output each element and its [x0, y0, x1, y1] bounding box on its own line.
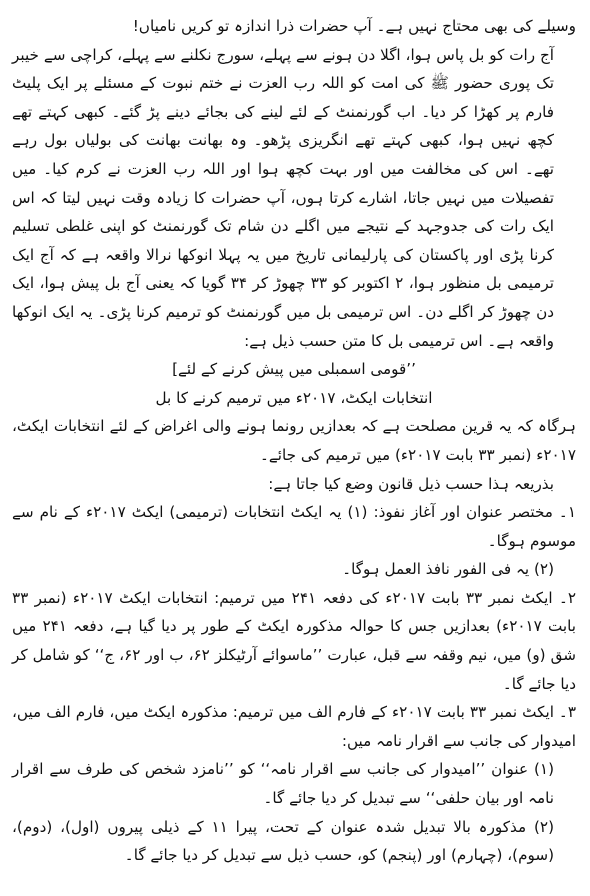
section-2-amendment: ۲۔ ایکٹ نمبر ۳۳ بابت ۲۰۱۷ء کی دفعہ ۲۴۱ میں ترمیم: انتخابات ایکٹ ۲۰۱۷ء (نمبر ۳۳ بابت ۲۰۱۷ء) بعدازیں جس کا حوالہ مذکورہ ایکٹ کے طور پر دیا گیا ہے، دفعہ ۲۴۱ میں شق (و) میں، نیم وقفہ سے قبل، عبارت ’’ماسوائے آرٹیکلز ۶۲، ب اور ۶۲، ج‘‘ کو شامل کر دیا جائے گا۔: [12, 588, 577, 693]
section-1-clause-2: (۲) یہ فی الفور نافذ العمل ہوگا۔: [342, 560, 554, 579]
paragraph-narrative: آج رات کو بل پاس ہوا، اگلا دن ہونے سے پہلے، سورج نکلنے سے پہلے، کراچی سے خیبر تک پوری حضور ﷺ کی امت کو اللہ رب العزت نے ختم نبوت کے مسئلے پر ایک پلیٹ فارم پر کھڑا کر دیا۔ اب گورنمنٹ کے لئے لینے کی بجائے دینے پڑ گئے۔ کبھی کہتے تھے کچھ نہیں ہوا، کبھی کہتے تھے انگریزی پڑھو۔ وہ بھانت بھانت کی بولیاں بول رہے تھے۔ اس کی مخالفت میں اور بہت کچھ ہوا اور اللہ رب العزت نے کرم کیا۔ میں تفصیلات میں نہیں جاتا، اشارے کرتا ہوں، آپ حضرات کا زیادہ وقت نہیں لیتا کہ اس ایک رات کی جدوجہد کے نتیجے میں اگلے دن شام تک گورنمنٹ کو اپنی غلطی تسلیم کرنا پڑی اور پاکستان کی پارلیمانی تاریخ میں یہ پہلا انوکھا نرالا واقعہ ہے کہ آج ایک ترمیمی بل منظور ہوا، ۲ اکتوبر کو ۳۳ چھوڑ کر ۳۴ گویا کہ یعنی آج بل پیش ہوا، ایک دن چھوڑ کر اگلے دن۔ اس ترمیمی بل میں گورنمنٹ کو ترمیم کرنا پڑی۔ یہ ایک انوکھا واقعہ ہے۔ اس ترمیمی بل کا متن حسب ذیل ہے:: [12, 45, 555, 350]
section-3-clause-1: (۱) عنوان ’’امیدوار کی جانب سے اقرار نامہ‘‘ کو ’’نامزد شخص کی طرف سے اقرار نامہ اور بیان حلفی‘‘ سے تبدیل کر دیا جائے گا۔: [12, 760, 554, 808]
section-3-amendment: ۳۔ ایکٹ نمبر ۳۳ بابت ۲۰۱۷ء کے فارم الف میں ترمیم: مذکورہ ایکٹ میں، فارم الف میں، امیدوار کی جانب سے اقرار نامہ میں:: [12, 703, 576, 750]
paragraph-preamble: ہرگاہ کہ یہ قرین مصلحت ہے کہ بعدازیں رونما ہونے والی اغراض کے لئے انتخابات ایکٹ، ۲۰۱۷ء (نمبر ۳۳ بابت ۲۰۱۷ء) میں ترمیم کی جائے۔: [12, 417, 576, 464]
section-3-clause-2: (۲) مذکورہ بالا تبدیل شدہ عنوان کے تحت، پیرا ۱۱ کے ذیلی پیروں (اول)، (دوم)، (سوم)، (چہارم) اور (پنجم) کو، حسب ذیل سے تبدیل کر دیا جائے گا۔: [12, 817, 554, 865]
paragraph-intro: وسیلے کی بھی محتاج نہیں ہے۔ آپ حضرات ذرا اندازہ تو کریں نامیاں!: [132, 17, 576, 35]
bill-heading-title: انتخابات ایکٹ، ۲۰۱۷ء میں ترمیم کرنے کا بل: [155, 388, 433, 407]
bill-heading-assembly: ’’قومی اسمبلی میں پیش کرنے کے لئے]: [172, 360, 416, 379]
section-1-short-title: ۱۔ مختصر عنوان اور آغاز نفوذ: (۱) یہ ایکٹ انتخابات (ترمیمی) ایکٹ ۲۰۱۷ء کے نام سے موسوم ہوگا۔: [12, 503, 576, 550]
paragraph-enactment: بذریعہ ہذا حسب ذیل قانون وضع کیا جاتا ہے:: [268, 474, 554, 493]
